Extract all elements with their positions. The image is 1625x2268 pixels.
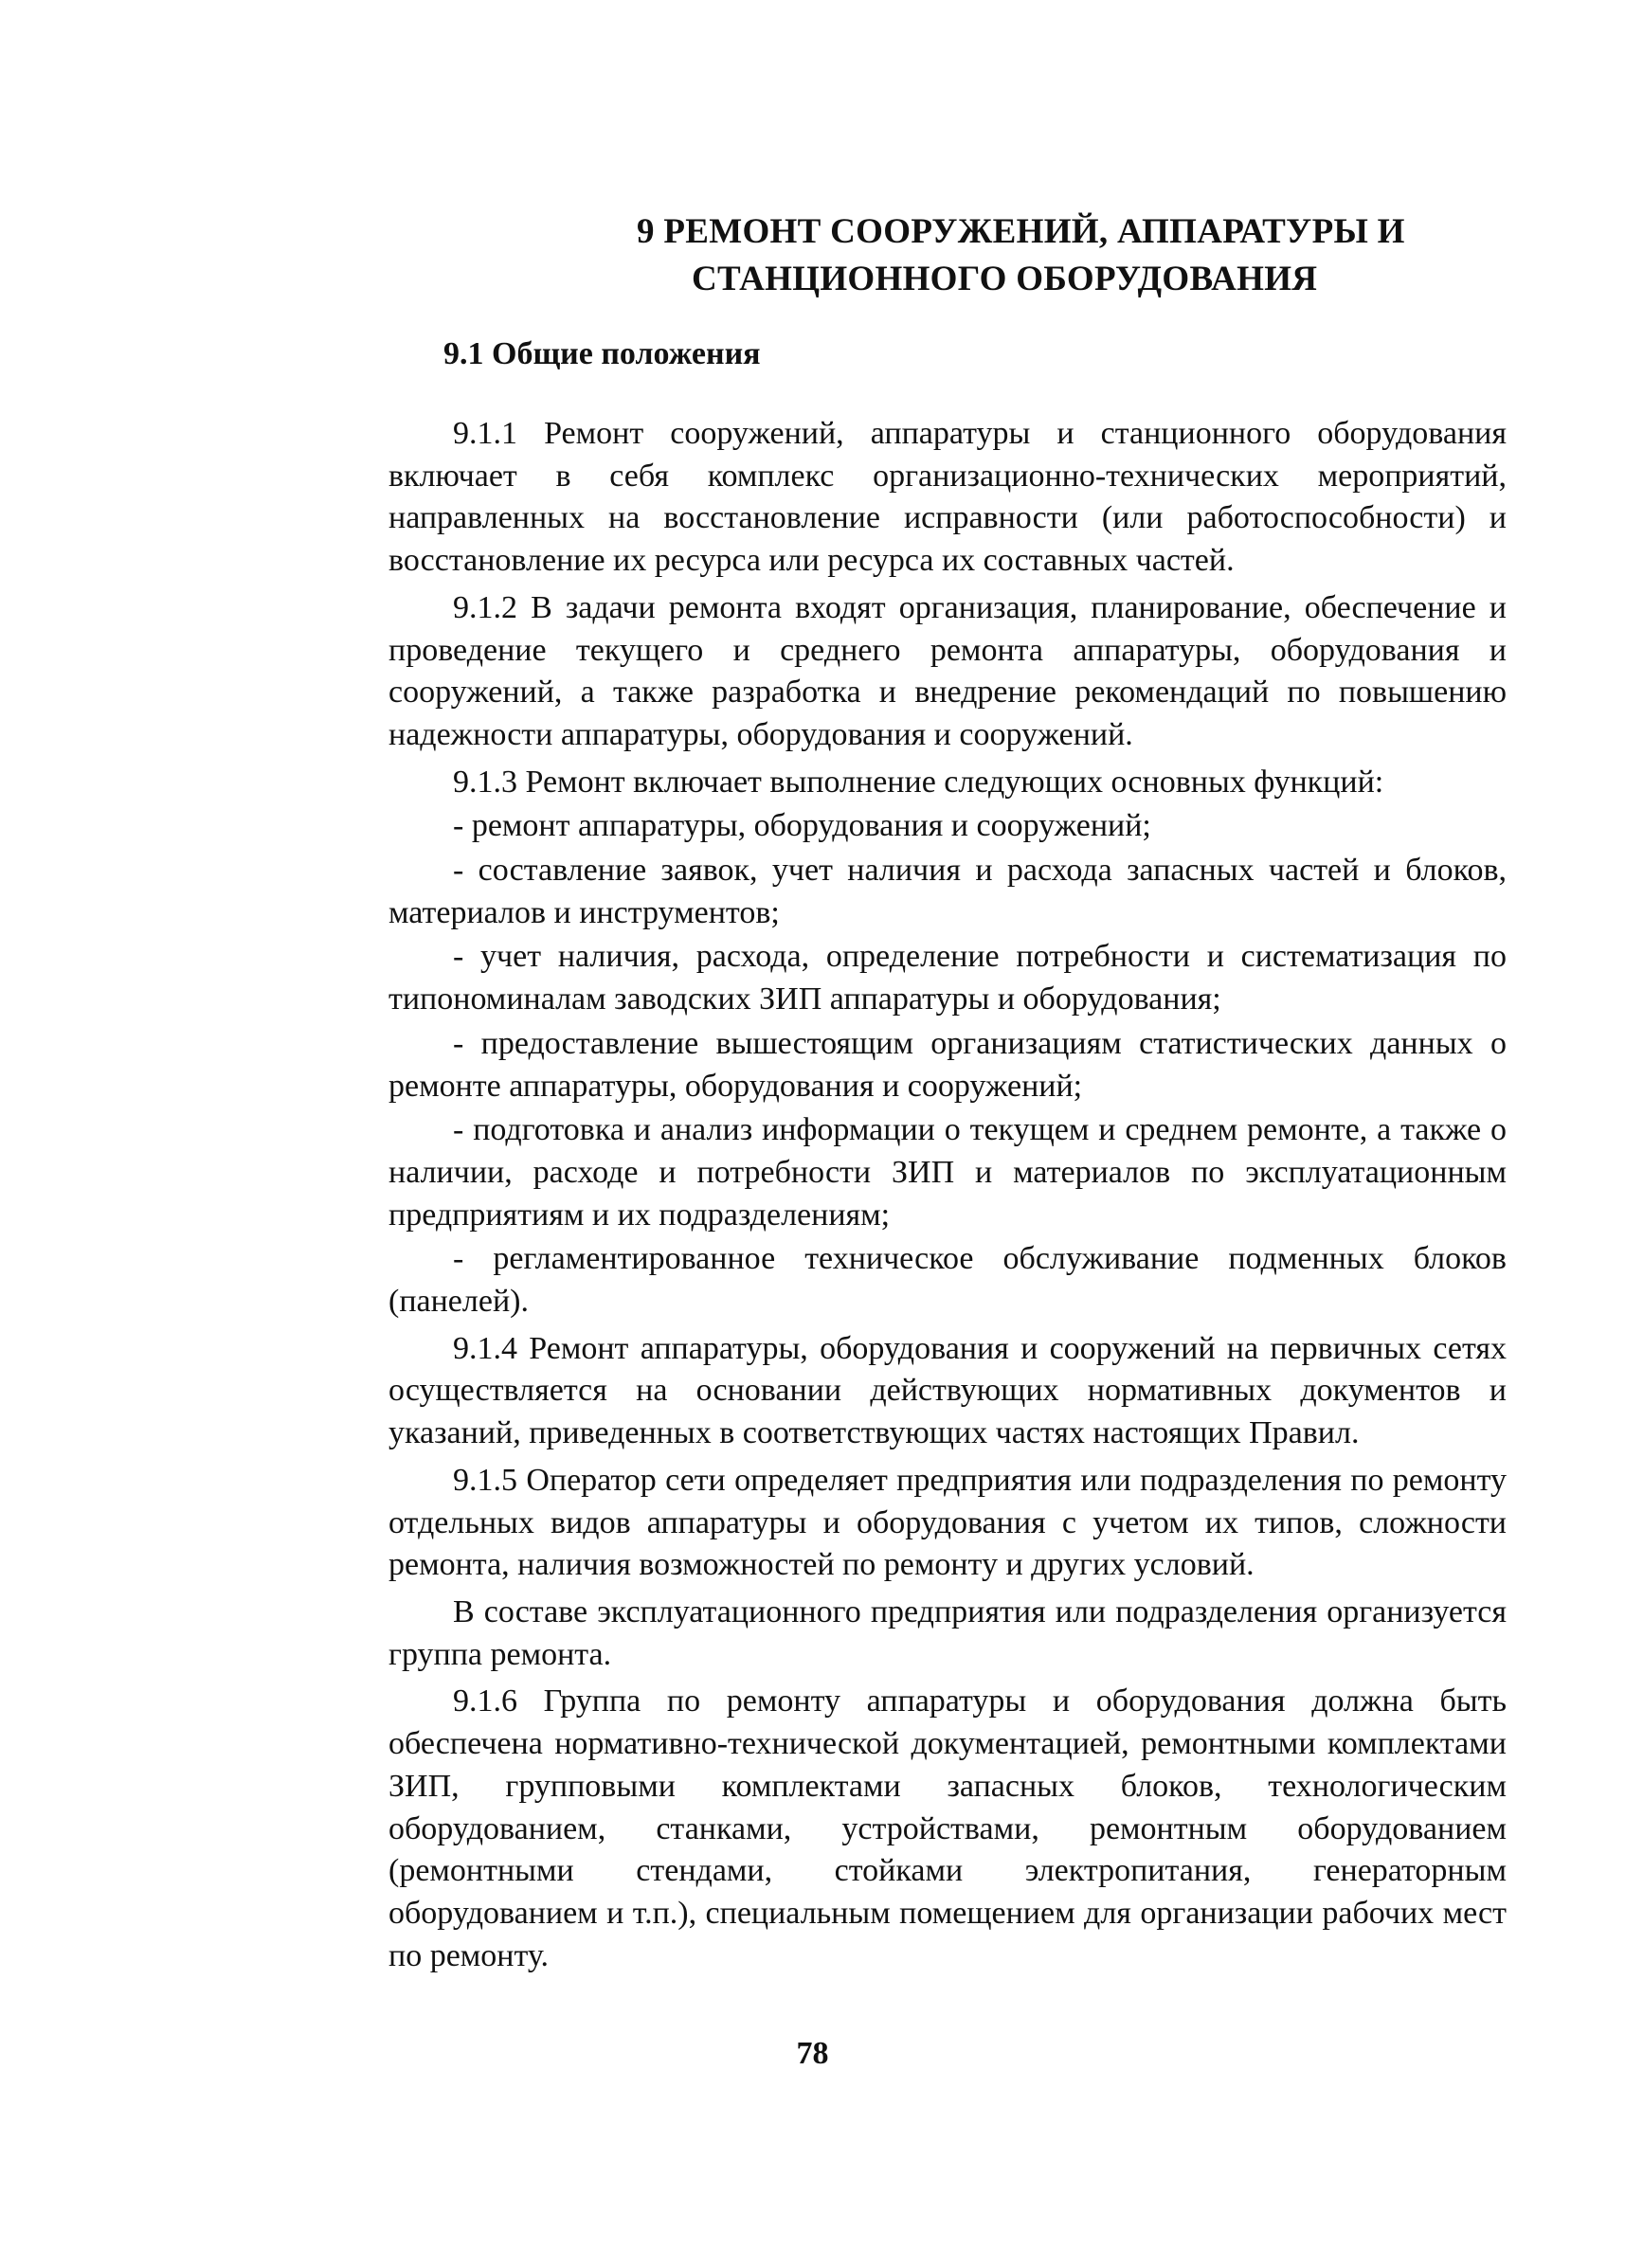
page-number: 78: [796, 2036, 829, 2071]
list-item: - учет наличия, расхода, определение потребности и систематизация по типономиналам заводских ЗИП аппаратуры и оборудования;: [388, 939, 1507, 1017]
list-item: - подготовка и анализ информации о текущем и среднем ремонте, а также о наличии, расходе и потребности ЗИП и материалов по эксплуатационным предприятиям и их подразделениям;: [388, 1112, 1507, 1233]
chapter-title-line-2: СТАНЦИОННОГО ОБОРУДОВАНИЯ: [692, 260, 1318, 298]
paragraph-9-1-1: 9.1.1 Ремонт сооружений, аппаратуры и станционного оборудования включает в себя комплекс организационно-технических мероприятий, направленных на восстановление исправности (или работоспособности) и восстановление их ресурса или ресурса их составных частей.: [388, 416, 1507, 579]
list-item: - составление заявок, учет наличия и расхода запасных частей и блоков, материалов и инструментов;: [388, 853, 1507, 930]
paragraph-9-1-4: 9.1.4 Ремонт аппаратуры, оборудования и сооружений на первичных сетях осуществляется на основании действующих нормативных документов и указаний, приведенных в соответствующих частях настоящих Правил.: [388, 1330, 1507, 1451]
paragraph-9-1-6: 9.1.6 Группа по ремонту аппаратуры и оборудования должна быть обеспечена нормативно-технической документацией, ремонтными комплектами ЗИП, групповыми комплектами запасных блоков, технологическим оборудованием, станками, устройствами, ремонтным оборудованием (ремонтными стендами, стойками электропитания, генераторным оборудованием и т.п.), специальным помещением для организации рабочих мест по ремонту.: [388, 1683, 1507, 1973]
paragraph-9-1-5: 9.1.5 Оператор сети определяет предприятия или подразделения по ремонту отдельных видов аппаратуры и оборудования с учетом их типов, сложности ремонта, наличия возможностей по ремонту и других условий.: [388, 1462, 1507, 1583]
chapter-title-line-1: 9 РЕМОНТ СООРУЖЕНИЙ, АППАРАТУРЫ И: [637, 212, 1405, 251]
list-item: - предоставление вышестоящим организациям статистических данных о ремонте аппаратуры, оборудования и сооружений;: [388, 1025, 1507, 1104]
paragraph-9-1-2: 9.1.2 В задачи ремонта входят организация, планирование, обеспечение и проведение текущего и среднего ремонта аппаратуры, оборудования и сооружений, а также разработка и внедрение рекомендаций по повышению надежности аппаратуры, оборудования и сооружений.: [388, 589, 1507, 752]
paragraph-repair-group: В составе эксплуатационного предприятия или подразделения организуется группа ремонта.: [388, 1593, 1507, 1672]
list-item: - регламентированное техническое обслуживание подменных блоков (панелей).: [388, 1241, 1507, 1320]
section-heading: 9.1 Общие положения: [443, 336, 761, 371]
chapter-title: [587, 208, 1440, 303]
list-item: - ремонт аппаратуры, оборудования и сооружений;: [453, 808, 1151, 844]
body-text: [388, 413, 1507, 1982]
paragraph-9-1-3: 9.1.3 Ремонт включает выполнение следующих основных функций:: [453, 764, 1384, 800]
